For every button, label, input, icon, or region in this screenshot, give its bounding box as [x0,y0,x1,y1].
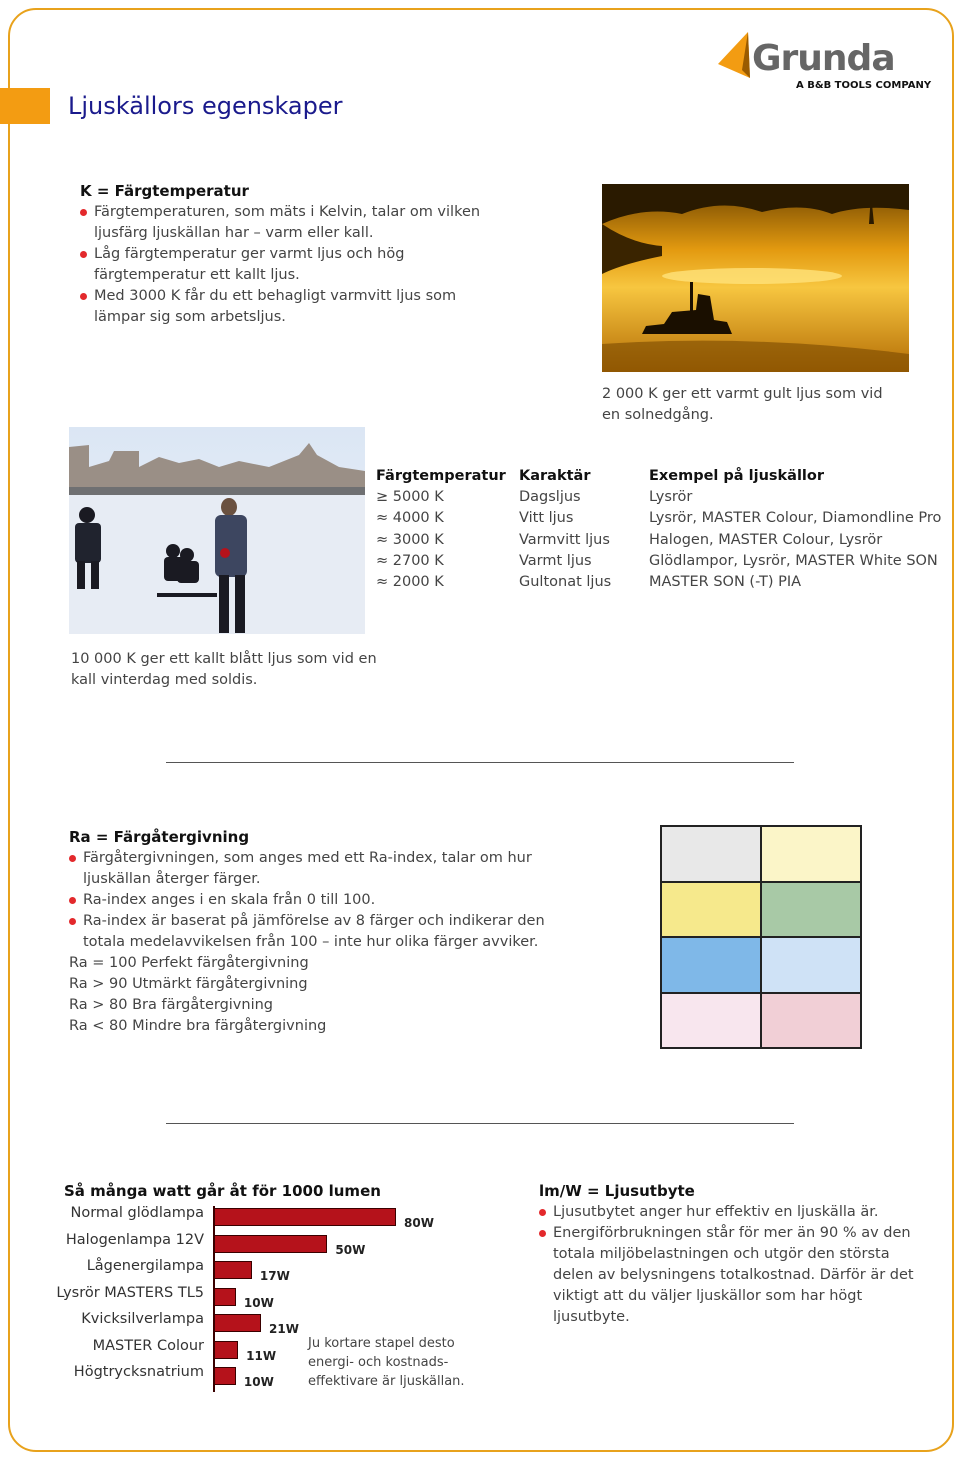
temp-cell: Glödlampor, Lysrör, MASTER White SON [649,552,938,569]
logo-subtitle: A B&B TOOLS COMPANY [796,80,932,91]
color-swatch [762,938,860,992]
ra-bullet-2: Ra-index anges i en skala från 0 till 100. [69,890,559,911]
divider-2 [166,1123,794,1124]
bar-label: Halogenlampa 12V [65,1231,204,1248]
kelvin-bullet-1: Färgtemperaturen, som mäts i Kelvin, talar om vilken ljusfärg ljuskällan har – varm eller kall. [80,202,500,244]
bar-value-label: 21W [269,1322,299,1336]
lmw-bullet-1: Ljusutbytet anger hur effektiv en ljuskälla är. [539,1202,919,1223]
color-swatch [662,938,760,992]
lmw-bullets [539,1202,919,1328]
page-title: Ljuskällors egenskaper [68,92,343,120]
bar-label: Lysrör MASTERS TL5 [56,1284,204,1301]
temp-cell: Varmvitt ljus [519,531,610,548]
color-swatch [762,883,860,937]
sunset-photo [602,184,909,372]
temp-cell: ≈ 3000 K [376,531,444,548]
bar-label: Kvicksilverlampa [81,1311,204,1327]
temp-cell: MASTER SON (-T) PIA [649,573,802,590]
temp-header-1: Färgtemperatur [376,468,506,484]
kelvin-bullet-3: Med 3000 K får du ett behagligt varmvitt ljus som lämpar sig som arbetsljus. [80,286,500,328]
logo-word: Grunda [752,38,895,79]
temp-header-2: Karaktär [519,468,591,484]
temp-col-1 [376,466,506,593]
logo-mark-icon [712,30,756,86]
temp-cell: ≈ 2000 K [376,573,444,590]
ra-scale-3: Ra > 80 Bra färgåtergivning [69,997,273,1013]
bar-value-label: 50W [335,1242,366,1257]
color-swatch-grid [660,825,862,1049]
kelvin-bullet-2: Låg färgtemperatur ger varmt ljus och hög färgtemperatur ett kallt ljus. [80,244,500,286]
temp-cell: ≥ 5000 K [376,489,444,506]
temp-header-3: Exempel på ljuskällor [649,468,825,484]
kelvin-heading: K = Färgtemperatur [80,182,249,200]
sunset-caption: 2 000 K ger ett varmt gult ljus som vid en solnedgång. [602,386,883,423]
bar-value-label: 17W [259,1269,290,1283]
ra-bullet-1: Färgåtergivningen, som anges med ett Ra-index, talar om hur ljuskällan återger färger. [69,848,559,890]
ra-bullets [69,848,559,1037]
ra-scale-4: Ra < 80 Mindre bra färgåtergivning [69,1018,327,1034]
color-swatch [762,827,860,881]
orange-tab [0,88,50,124]
ra-scale-1: Ra = 100 Perfekt färgåtergivning [69,955,309,971]
winter-photo [69,427,365,634]
bar-label: MASTER Colour [92,1337,204,1354]
bar-label: Högtrycksnatrium [73,1364,204,1380]
temp-cell: Varmt ljus [519,552,592,569]
color-swatch [662,883,760,937]
bar-value-label: 10W [243,1375,274,1389]
color-swatch [762,994,860,1048]
color-swatch [662,827,760,881]
temp-cell: ≈ 2700 K [376,552,444,569]
ra-scale-2: Ra > 90 Utmärkt färgåtergivning [69,976,308,992]
temp-cell: Lysrör [649,489,693,506]
chart-note: Ju kortare stapel desto energi- och kostnads-effektivare är ljuskällan. [308,1336,465,1389]
bar-value-label: 10W [243,1295,274,1310]
temp-cell: Gultonat ljus [519,573,612,590]
temp-cell: Lysrör, MASTER Colour, Diamondline Pro [649,510,942,527]
ra-heading: Ra = Färgåtergivning [69,828,250,846]
chart-title: Så många watt går åt för 1000 lumen [64,1182,381,1200]
temp-cell: Halogen, MASTER Colour, Lysrör [649,531,883,548]
winter-caption: 10 000 K ger ett kallt blått ljus som vid en kall vinterdag med soldis. [71,651,377,688]
ra-bullet-3: Ra-index är baserat på jämförelse av 8 färger och indikerar den totala medelavvikelsen från 100 – inte hur olika färger avviker. [69,911,559,953]
temp-cell: ≈ 4000 K [376,510,444,527]
lmw-bullet-2: Energiförbrukningen står för mer än 90 % av den totala miljöbelastningen och utgör den största delen av belysningens totalkostnad. Därför är det viktigt att du väljer ljuskällor som har högt ljusutbyte. [539,1223,919,1328]
divider-1 [166,762,794,763]
lmw-heading: lm/W = Ljusutbyte [539,1182,695,1200]
bar-label: Lågenergilampa [86,1258,204,1274]
temp-col-3 [649,466,941,593]
bar-value-label: 11W [246,1348,277,1363]
grunda-logo [712,30,932,94]
temp-col-2 [519,466,611,593]
temp-cell: Vitt ljus [519,510,574,527]
kelvin-bullets [80,202,500,328]
bar-label: Normal glödlampa [70,1205,204,1221]
bar-value-label: 80W [404,1216,434,1230]
temp-cell: Dagsljus [519,489,581,506]
color-swatch [662,994,760,1048]
